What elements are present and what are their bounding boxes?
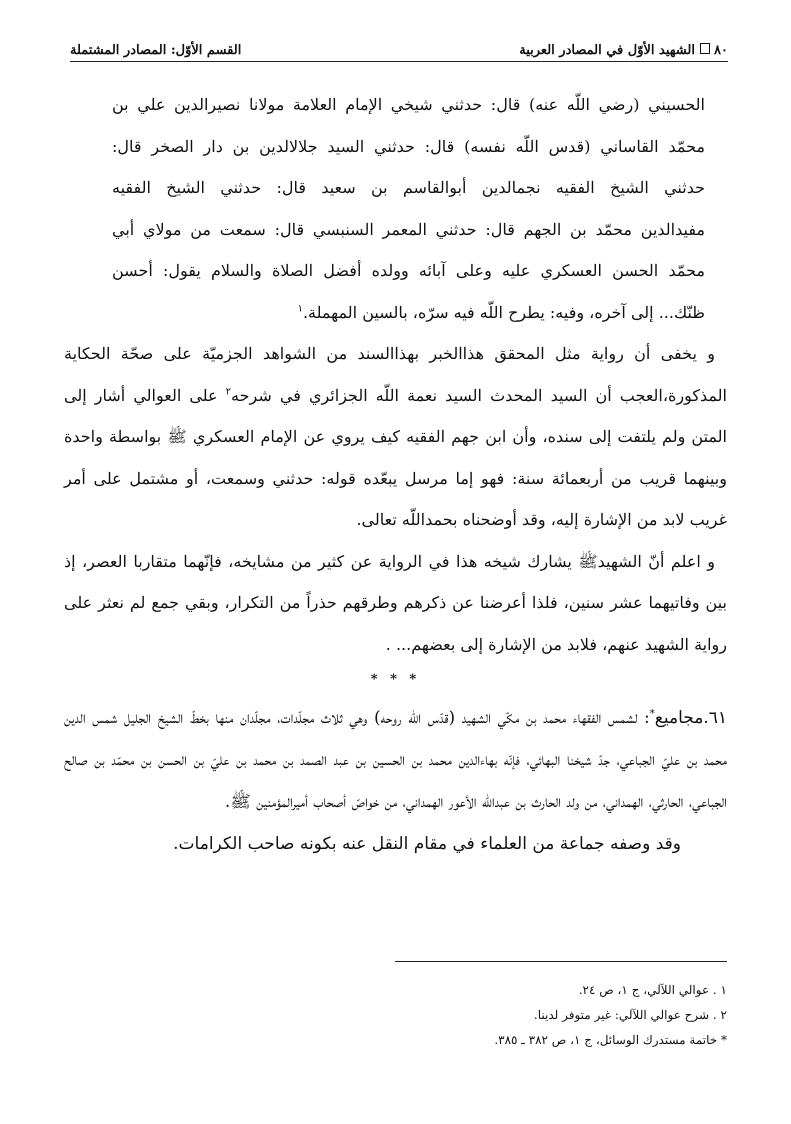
entry-number: ٦١. — [703, 708, 727, 728]
entry-text: : لشمس الفقهاء محمد بن مكّي الشهيد (قدّس اللّه روحه) وهي ثلاث مجلّدات، مجلّدان منها بخطّ الشيخ الجليل شمس الدين محمد بن عليّ الجباعي، جدّ شيخنا البهائي، فإنّه بهاءالدين محمد بن الحسين بن عبد الصمد بن محمد بن عليّ بن الحسن بن محمّد بن صالح الجباعي، الحارثي، الهمداني، من ولد الحارث بن عبداللّه الأعور الهمداني، من خواصّ أصحاب أميرالمؤمنين ﷺ. — [64, 708, 727, 812]
quote-line: حدثني الشيخ الفقيه نجمالدين أبوالقاسم بن سعيد قال: حدثني الشيخ الفقيه — [112, 178, 706, 197]
page-number: ٨٠ — [714, 43, 728, 58]
footnote: ١ . عوالي اللآلي، ج ١، ص ٢٤. — [578, 983, 727, 997]
footnotes — [307, 978, 727, 1053]
quote-line-last — [112, 292, 705, 334]
footnote: * خاتمة مستدرك الوسائل، ج ١، ص ٣٨٢ ـ ٣٨٥. — [494, 1033, 727, 1047]
part-title: القسم الأوّل: المصادر المشتملة — [70, 43, 242, 58]
quote-line: الحسيني (رضي اللّه عنه) قال: حدثني شيخي الإمام العلامة مولانا نصيرالدين علي بن — [112, 95, 705, 114]
paragraph-2: و اعلم أنّ الشهيدﷺ يشارك شيخه هذا في الرواية عن كثير من مشايخه، فإنّهما متقاربا العصر، إذ بين وفاتيهما عشر سنين، فلذا أعرضنا عن ذكرهم وطرقهم حذراً من التكرار، وبقي جمع لم نعثر على رواية الشهيد عنهم، فلابد من الإشارة إلى بعضهم... . — [64, 551, 727, 654]
quote-line-text: ظنّك... إلى آخره، وفيه: يطرح اللّه فيه سرّه، بالسين المهملة. — [302, 302, 705, 322]
bibliographic-entry — [64, 697, 727, 865]
header-right — [519, 43, 728, 58]
footnote: ٢ . شرح عوالي اللآلي: غير متوفر لدينا. — [533, 1008, 727, 1022]
quote-line: مفيدالدين محمّد بن الجهم قال: حدثني المعمر السنبسي قال: سمعت من مولاي أبي — [112, 219, 705, 239]
header-left — [70, 43, 241, 58]
entry-paragraph — [64, 697, 727, 823]
entry-closing: وقد وصفه جماعة من العلماء في مقام النقل عنه بكونه صاحب الكرامات. — [173, 834, 681, 854]
book-section-title: الشهيد الأوّل في المصادر العربية — [519, 43, 695, 58]
main-text — [64, 333, 727, 665]
footnote-divider — [395, 961, 727, 962]
square-ornament-icon — [700, 43, 710, 54]
footnote-ref: ٢ — [225, 386, 232, 398]
paragraph-1-text-a: و يخفى أن رواية مثل المحقق هذاالخبر بهذاالسند من الشواهد الجزميّة على صحّة الحكاية المذكورة،العجب أن السيد المحدث السيد نعمة اللّه الجزائري في شرحه — [64, 344, 728, 405]
quote-line: محمّد الحسن العسكري عليه وعلى آبائه وولده أفضل الصلاة والسلام يقول: أحسن — [112, 261, 705, 280]
section-separator: * * * — [370, 672, 421, 687]
quoted-chain — [64, 84, 727, 333]
page-body — [64, 84, 727, 865]
footnote-ref: ١ — [297, 303, 303, 315]
entry-source-mark: * — [649, 708, 655, 720]
paragraph-1-text-b: على العوالي أشار إلى المتن ولم يلتفت إلى سنده، وأن ابن جهم الفقيه كيف يروي عن الإمام العسكري ﷺ بواسطة واحدة وبينهما قريب من أربعمائة سنة: فهو إما مرسل يبعّده قوله: حدثني وسمعت، أو مشتمل على أمر غريب لابد من الإشارة إليه، وقد أوضحناه بحمداللّه تعالى. — [64, 385, 727, 529]
paragraph-1 — [64, 333, 727, 541]
entry-title: مجاميع — [654, 708, 704, 728]
running-header — [70, 28, 728, 62]
quote-line: محمّد القاساني (قدس اللّه نفسه) قال: حدثني السيد جلالالدين بن دار الصخر قال: — [112, 136, 705, 156]
